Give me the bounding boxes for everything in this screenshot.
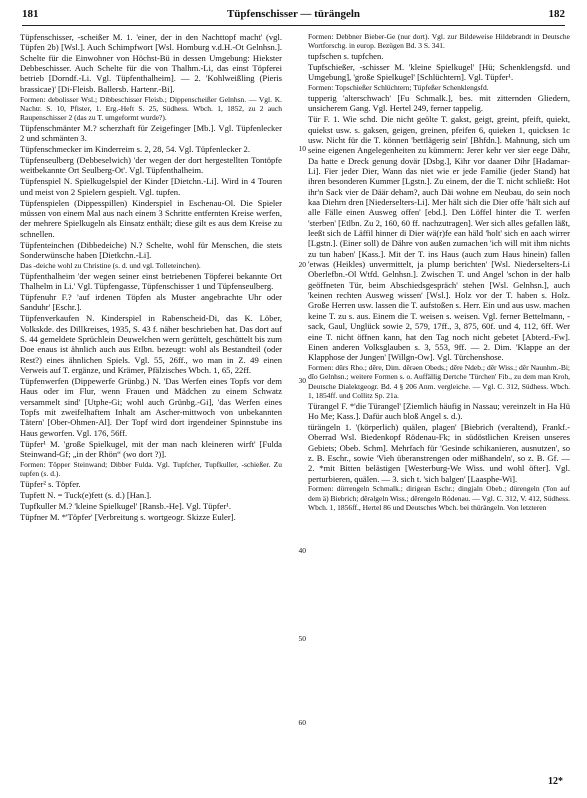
entry-forms-note: Formen: dūrs Rho.; dēre, Dim. dērəen Obeds.; dēre Ndeb.; dēr Wiss.; dēr Naunhm.-Bi; dīo Gelnhsn.; weitere Formen s. o. Auffällig Dertche 'Türchen' Fib., zu dem man Kroh, Deutsche Dialektgeogr. Bd. 4 § 206 Anm. vergleiche. — Vgl. C. 312, Südhess. Wbch. 1, 1854ff. und Collitz Sp. 21a. (308, 363, 570, 400)
signature-mark: 12* (548, 776, 563, 787)
entry-forms-note: Formen: Töpper Steinwand; Dibber Fulda. Vgl. Tupfcher, Tupfkuller, -schießer. Zu tupfen (s. d.). (20, 459, 282, 479)
entry-tuerangeln: türängeln 1. '(körperlich) quälen, plagen' [Biebrich (veraltend), Frankf.-Oberrad Wsl. Biedenkopf Rödenau-Fk; in südöstlichen Kreisen unseres Gebiets; Obeb. Schm]. Mehrfach für 'Gesinde schikanieren, ausnutzen', so z. B. Eschr., sowie 'Vieh überanstrengen oder mißhandeln', so z. B. Gf. — 2. *mit Bitten belästigen [Westerburg-We Wiss. und wohl öfter]. Vgl. perturbieren, quälen. — 3. sich t. 'sich balgen' [Laasphe-Wi]. (308, 421, 570, 484)
entry-tuer: Tür F. 1. Wie schd. Die nicht geölte T. gakst, geigt, greint, pfeift, quiekt, quiekst usw. s. gaksen, geigen, greinen, pfeifen 6, quieken 1, quicksen 1c usw. Nicht für die T. können 'bettlägerig sein' [Bhfdn.]. Mahnung, sich um seine eigenen Angelegenheiten zu kümmern: Jerer kehr ver sier eege Dähr, Da hatte e Dreck genung dovär [Dsbg.], Kihr vor daaner Dihr [Hadamar-Li]. Fier jeder Dier, Wann das niet wie er jede Familie (jeder Stand) hat ihren besonderen Kummer [Lgstn.]. Zu einem, der die T. nicht schließt: Hot ihr'n Sack vier de Däär deham?, auch Däi wohne em Neubau, do sein noch kaa Diehrn dren [Niederselters-Li]. Mer hält sich die Dier offe 'hält sich auf alle Fälle einen Ausweg offen' [ebd.]. Den Löffel hinter die T. werfen 'sterben' [Etlbn. Zu 2, 160, 60 ff. nachzutragen]. Wer sich alles gefallen läßt, leeßt sich de Läffil hinner di Dier wä(r)fe ean häld 'holt' sich en aach wirrer [Lgstn.]. (Einer soll) de Dähre von außen zumachen 'ich will mit ihm nichts zu tun haben' [Kass.]. Mit der T. ins Haus (auch zum Haus hinein) fallen 'etwas (Heikles) unvermittelt, ja plump berichten' [Wsl. Niederselters-Li Oberlefbn.-Ol Wtfd. Gelnhsn.]. Zwischen T. und Angel 'schon in der halb geöffneten Tür, beim Abschiedsgespräch' stehen [Wsl. Gelnhsn.], auch 'keinen rechten Ausweg wissen' [Wsl.]. Holz vor der T. haben s. Holz. Große Herren usw. lassen die T. aufstoßen s. Herr. Ein und aus usw. machen keine T. zu s. aus. Einem die T. weisen s. weisen. Vgl. ferner Bettelmann, -sack, Gaul, Unglück sowie 2, 579, 17ff., 3, 875, 60f. und 4, 112, 6ff. Wer eine T. nicht öffnen kann, hat den Tag noch nicht gebetet [Abterd.-Fw]. Einen anderen Volksglauben s. 3, 553, 9ff. — 2. Dim. 'Klappe an der Klapphose der Jungen' [Willgn-Ow]. Vgl. Türchenshose. (308, 114, 570, 363)
page-number-right: 182 (548, 8, 565, 20)
entry-tuepfer1: Tüpfer¹ M. 'große Spielkugel, mit der man nach kleineren wirft' [Fulda Steinwand-Gf; „in der Rhön“ (wo dort ?)]. (20, 438, 282, 459)
entry-tuepfenteinchen: Tüpfenteinchen (Dibbedeiche) N.? Schelte, wohl für Menschen, die stets Sonderwünsche haben [Dietkchn.-Li]. (20, 239, 282, 260)
entry-tupfett: Tupfett N. = Tuck(e)fett (s. d.) [Han.]. (20, 489, 152, 500)
line-number: 30 (298, 376, 306, 385)
line-number: 20 (298, 260, 306, 269)
entry-tuepfenspiel: Tüpfenspiel N. Spielkugelspiel der Kinder [Dietchn.-Li]. Wird in 4 Touren und meist von 2 Spielern gespielt. Vgl. tupfen. (20, 176, 282, 197)
entry-tuerangel: Türangel F. *'die Türangel' [Ziemlich häufig in Nassau; vereinzelt in Ha Hü Ho Me; Kass.]. Dafür auch bloß Angel s. d.). (308, 400, 570, 421)
entry-forms-note: Formen: Debbner Bieber-Ge (nur dort). Vgl. zur Bildeweise Hildebrandt in Deutsche Wortforschg. in europ. Bezügen Bd. 3 S. 341. (308, 32, 570, 51)
page-header (22, 8, 565, 24)
running-title: Tüpfenschisser — türängeln (226, 8, 361, 20)
entry-tuepfer2: Tüpfer² s. Töpfer. (20, 478, 81, 489)
right-column (308, 32, 570, 772)
entry-tuepfenuhr: Tüpfenuhr F.? 'auf irdenen Töpfen als Muster angebrachte Uhr oder Sanduhr' [Eschr.]. (20, 291, 282, 313)
left-column (20, 32, 282, 772)
line-number: 50 (298, 634, 306, 643)
entry-tuepfenspielen: Tüpfenspielen (Dippesspillen) Kinderspiel in Eschenau-Ol. Die Spieler müssen von einem Mal aus nach einem 3 Schritte entfernten Kreise werfen, der mehrere Spielkugeln als Einsatz enthält; diese gilt es aus dem Kreise zu schnellen. (20, 197, 282, 239)
entry-tuepfner: Tüpfner M. *'Töpfer' [Verbreitung s. wortgeogr. Skizze Euler]. (20, 511, 236, 522)
entry-tuepfenwerfen: Tüpfenwerfen (Dippewerfe Grünbg.) N. 'Das Werfen eines Topfs vor dem Haus oder im Flur, wenn Frauen und Mädchen zu einem Schwatz versammelt sind' [Utphe-Gi; wohl auch Grünbg.-Gi], 'das Werfen eines Topfs mit zweifelhaftem Inhalt am Ascher-mittwoch von unbekannten Tätern' [Ober-Ohmen-Al]. Der Topf wird dort irgendeiner Spinnstube ins Haus geworfen. Vgl. 176, 56ff. (20, 375, 282, 438)
entry-tuepfenthalheim: Tüpfenthalheim 'der wegen seiner einst betriebenen Töpferei bekannte Ort Thalhelm in Li.' Vgl. Tüpfengasse, Tüpfenschisser 1 und Tüpfenseulberg. (20, 270, 282, 292)
header-rule (22, 25, 565, 26)
entry-forms-note: Formen: Topschießer Schlüchtern; Tüpfeßer Schenklengsfd. (308, 83, 489, 93)
entry-note: Das -deiche wohl zu Christine (s. d. und vgl. Tolleteinchen). (20, 260, 201, 270)
entry-tuepfenschisser: Tüpfenschisser, -scheißer M. 1. 'einer, der in den Nachttopf macht' (vgl. Tüpfen 2b) [Wsl.]. Auch Schimpfwort [Wsl. Homburg v.d.H.-Ot Gelnhsn.]. Schelte für die Einwohner von Höchst-Bü in dessen Umgebung: Hiekster Debbeschisser. Auch Schelte für die von Thalhm.-Li, das einst Töpferei betrieb [Dorndf.-Li. Vgl. Tüpfenthalheim]. — 2. 'Kohlweißling (Pieris brassicae)' [Di-Fleisb. Ballersb. Hartenr.-Bi]. (20, 32, 282, 94)
line-number: 60 (298, 718, 306, 727)
entry-tuepfenseulberg: Tüpfenseulberg (Debbeselwich) 'der wegen der dort hergestellten Tontöpfe weitbekannte Ort Seulberg-Ot'. Vgl. Tüpfenthalheim. (20, 155, 282, 176)
entry-tuepfenschmecker: Tüpfenschmecker im Kinderreim s. 2, 28, 54. Vgl. Tüpfenlecker 2. (20, 144, 250, 155)
entry-tupperig: tupperig 'alterschwach' [Fu Schmalk.], bes. mit zitternden Gliedern, unsicherem Gang. Vgl. Hertel 249, ferner tappelig. (308, 93, 570, 114)
entry-tupfschen: tupfschen s. tupfchen. (308, 51, 384, 61)
entry-tupfkuller: Tupfkuller M.? 'kleine Spielkugel' [Ransb.-He]. Vgl. Tüpfer¹. (20, 500, 232, 511)
entry-forms-note: Formen: debolisser Wsl.; Dibbeschisser Fleisb.; Dippenscheißer Gelnhsn. — Vgl. K. Nachtr. S. 10, Pfister, 1. Erg.-Heft S. 25, Südhess. Wbch. 1, 1852, zu 2 auch Raupenschisser 2 (das zu T. umgeformt wurde?). (20, 94, 282, 123)
page-number-left: 181 (22, 8, 39, 20)
entry-tupfschiesser: Tupfschießer, -schisser M. 'kleine Spielkugel' [Hü; Schenklengsfd. und Umgebung], 'große Spielkugel' [Schlüchtern]. Vgl. Tüpfer¹. (308, 61, 570, 83)
entry-tuepfenschmaenter: Tüpfenschmänter M.? scherzhaft für Zeigefinger [Mb.]. Vgl. Tüpfenlecker 2 und schmänten 3. (20, 122, 282, 144)
line-number: 40 (298, 546, 306, 555)
entry-tuepfenverkaufen: Tüpfenverkaufen N. Kinderspiel in Rabenscheid-Di, das K. Löber, Volkskde. des Dillkreises, 1935, S. 43 f. näher beschrieben hat. Das dort auf S. 44 gemeldete Sprüchlein Deuwelchen wern gerüttelt, geschüttelt bis zum Doe enaus ist ähnlich auch aus Etlbn. bezeugt: wohl als Bestandteil (oder Rest?) eines ähnlichen Spiels. Vgl. 55, 26ff., wo man in Z. 49 einen Verweis auf T. ergänze, und Krämer, Pfälzisches Wbch. 1, 65, 22ff. (20, 313, 282, 375)
line-number: 10 (298, 144, 306, 153)
entry-forms-note: Formen: dürrengeln Schmalk.; dirigean Eschr.; dingjaln Obeb.; dürengeln (Ton auf dem ä) Biebrich; dērəlgeln Wiss.; dērengeln Rödenau. — Vgl. C. 312, V. 412, Südhess. Wbch. 1, 1856ff., Hertel 86 und Deutsches Wbch. bei thürängeln. Von letzteren (308, 484, 570, 512)
